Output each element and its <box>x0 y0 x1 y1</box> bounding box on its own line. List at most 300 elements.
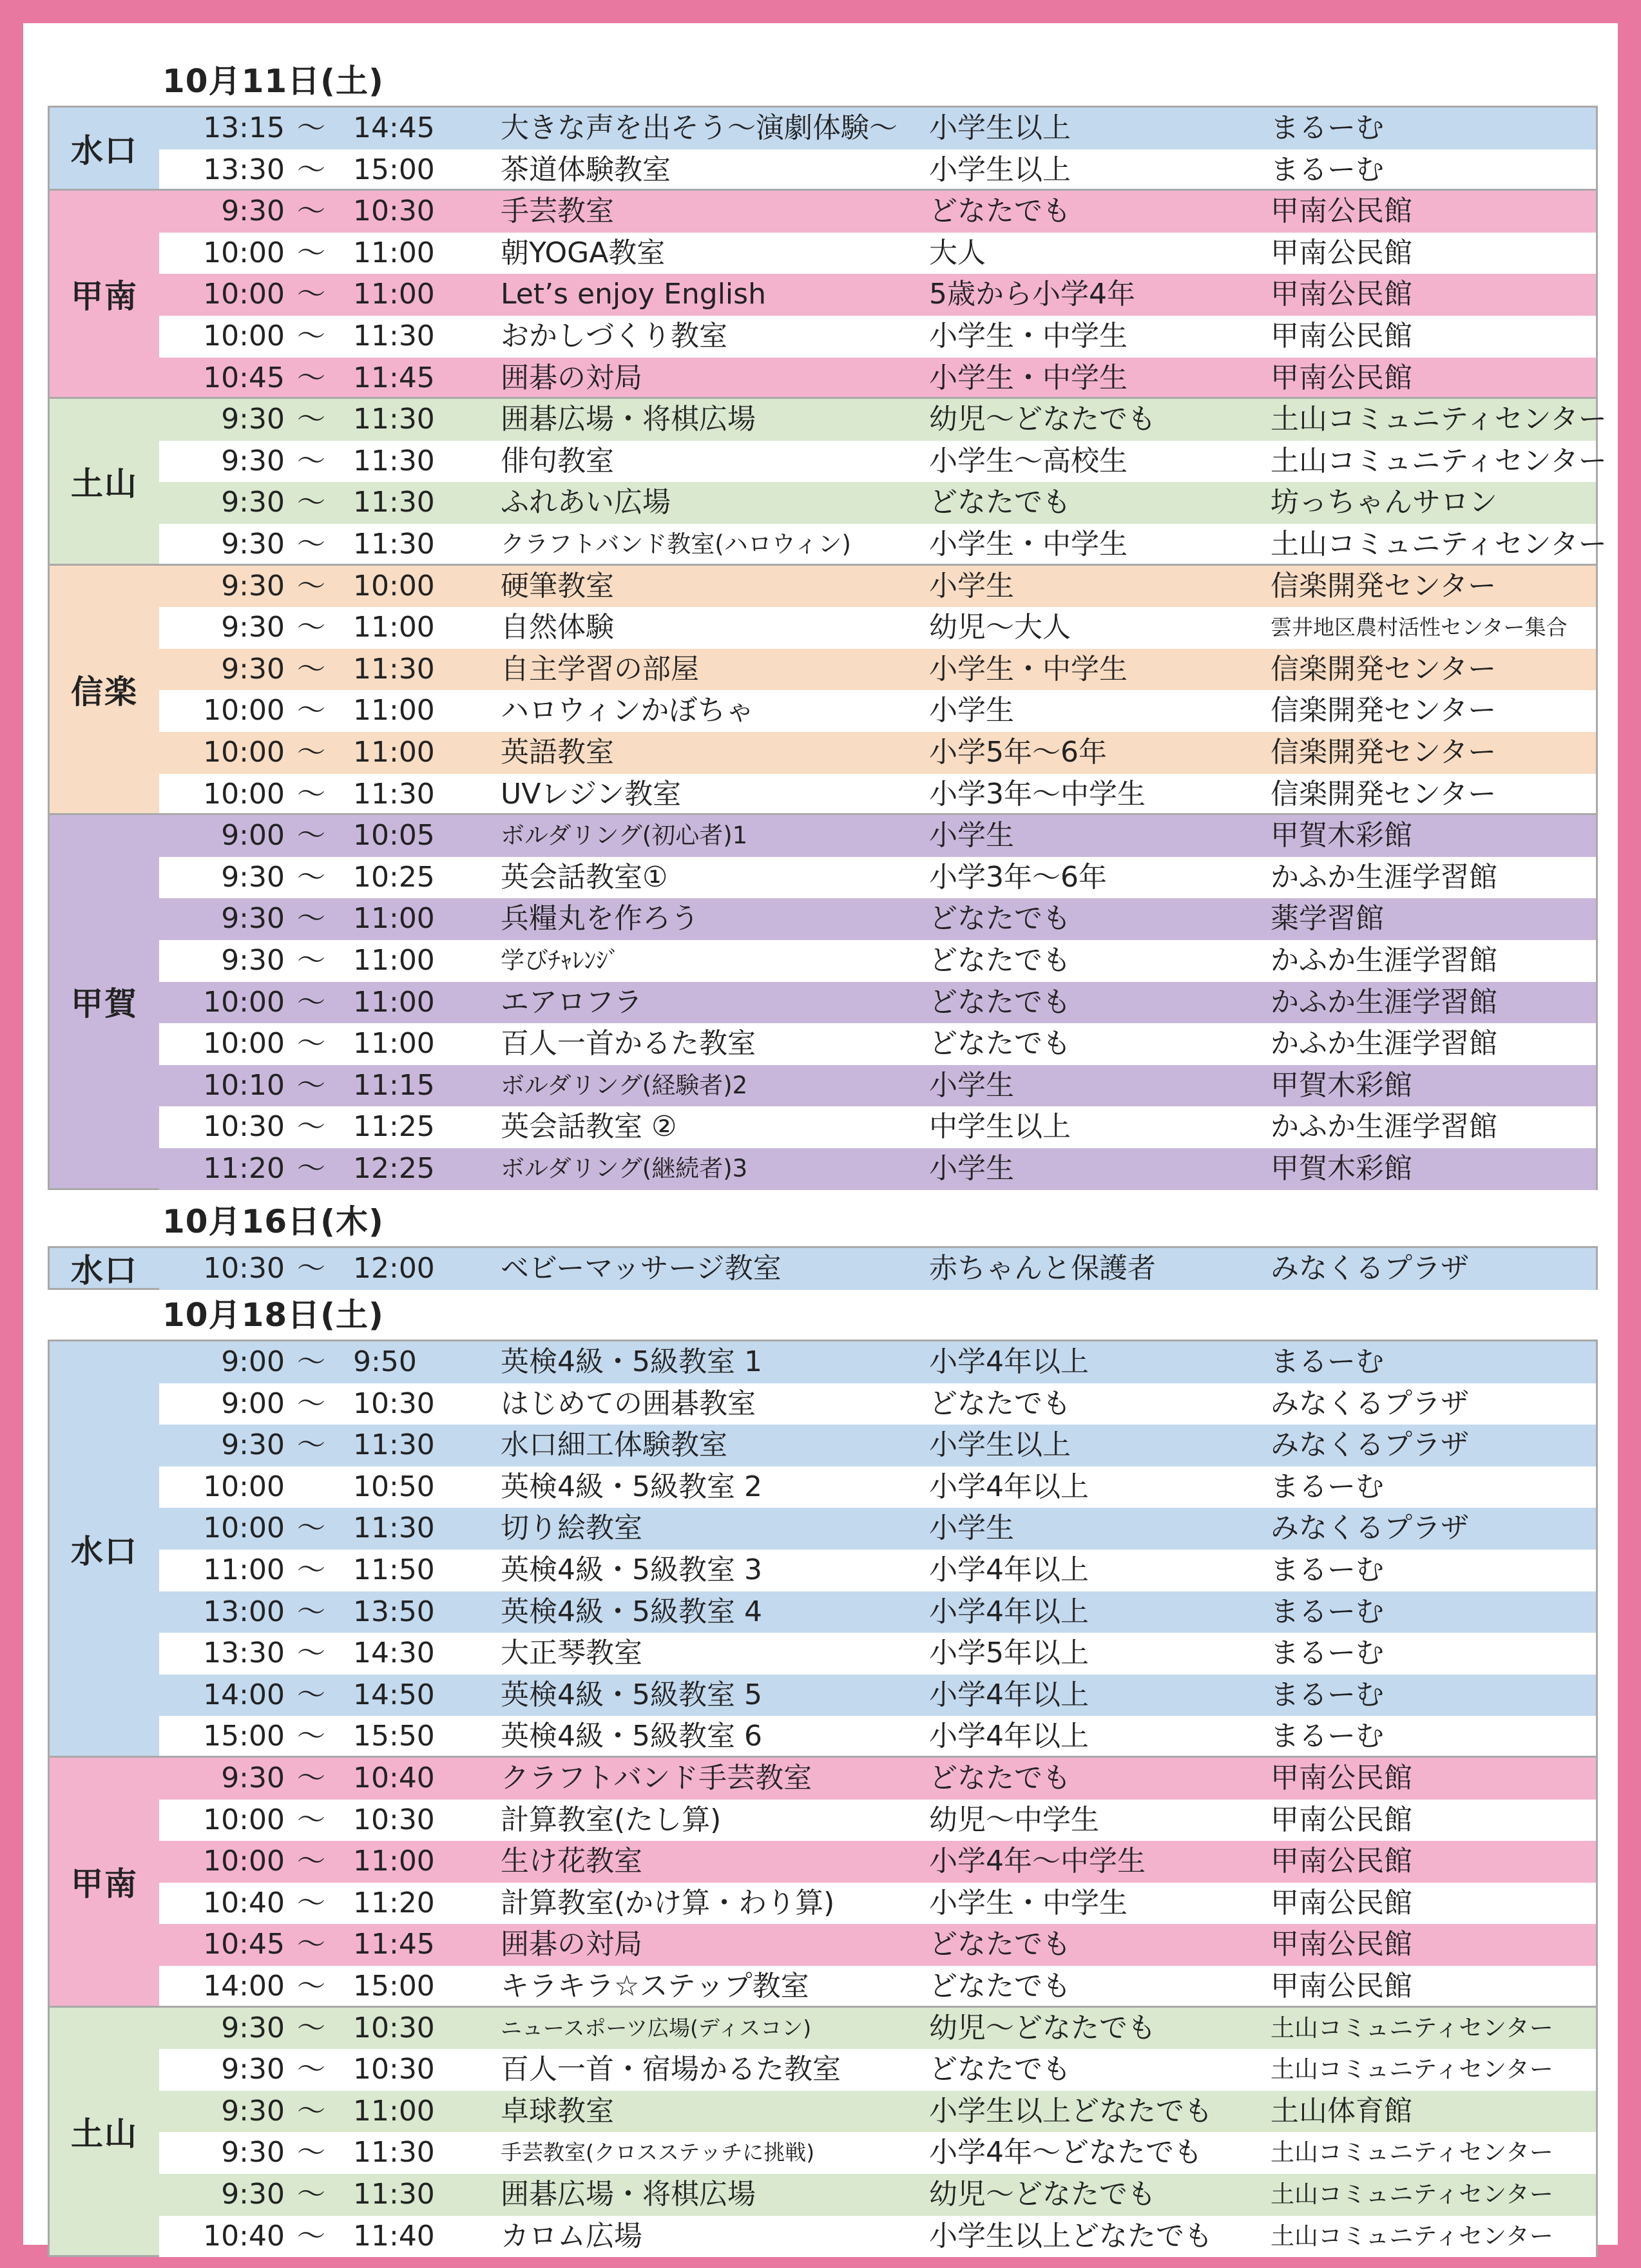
row-place: まるーむ <box>1271 1595 1384 1628</box>
row-end: 14:50 <box>353 1678 435 1711</box>
row-start: 10:00 <box>203 1803 285 1836</box>
row-place: 雲井地区農村活性センター集合 <box>1271 615 1568 640</box>
row-start: 11:00 <box>203 1553 285 1586</box>
row-start: 9:30 <box>221 1762 285 1794</box>
row-place: まるーむ <box>1271 111 1384 144</box>
row-place: 甲南公民館 <box>1271 319 1412 352</box>
schedule-row <box>159 1248 1596 1290</box>
row-place: 信楽開発センター <box>1271 735 1497 769</box>
row-start: 9:30 <box>221 444 285 477</box>
area-block <box>48 813 1598 1189</box>
row-target: 小学生・中学生 <box>929 652 1128 686</box>
row-place: 信楽開発センター <box>1271 777 1497 811</box>
row-end: 14:45 <box>353 111 435 144</box>
row-event: 兵糧丸を作ろう <box>501 902 699 936</box>
row-end: 11:00 <box>353 1845 435 1878</box>
row-event: 手芸教室 <box>501 195 614 228</box>
schedule-row <box>159 441 1607 483</box>
row-tilde: 〜 <box>297 1151 325 1185</box>
row-end: 11:40 <box>353 2219 435 2253</box>
row-place: かふか生涯学習館 <box>1271 985 1497 1019</box>
row-event: キラキラ☆ステップ教室 <box>501 1969 809 2003</box>
row-start: 9:30 <box>221 902 285 936</box>
row-target: 小学5年以上 <box>929 1637 1089 1670</box>
row-place: 土山コミュニティセンター <box>1271 2055 1553 2084</box>
row-target: 小学4年以上 <box>929 1553 1089 1586</box>
row-target: 幼児〜大人 <box>929 611 1071 644</box>
schedule-row <box>159 2049 1596 2091</box>
row-event: 大正琴教室 <box>501 1637 642 1670</box>
row-target: 5歳から小学4年 <box>929 278 1135 311</box>
schedule-row <box>159 1675 1596 1716</box>
row-tilde: 〜 <box>297 1512 325 1545</box>
row-start: 9:30 <box>221 860 285 894</box>
schedule-row <box>159 1065 1596 1107</box>
row-end: 14:30 <box>353 1637 435 1670</box>
row-start: 9:30 <box>221 652 285 686</box>
row-start: 10:00 <box>203 1027 285 1061</box>
area-block <box>48 397 1607 565</box>
row-tilde: 〜 <box>297 902 325 936</box>
row-tilde: 〜 <box>297 1720 325 1753</box>
schedule-row <box>159 1883 1596 1925</box>
row-target: どなたでも <box>929 902 1071 936</box>
row-start: 10:45 <box>203 361 285 394</box>
row-end: 11:15 <box>353 1068 435 1102</box>
row-end: 10:00 <box>353 569 435 602</box>
row-event: 英会話教室① <box>501 860 668 894</box>
area-block <box>48 189 1598 399</box>
row-end: 11:50 <box>353 1553 435 1586</box>
row-place: 甲南公民館 <box>1271 278 1412 311</box>
area-label: 甲南 <box>50 191 159 397</box>
schedule-row <box>159 649 1596 691</box>
row-end: 11:30 <box>353 2177 435 2211</box>
row-event: 囲碁広場・将棋広場 <box>501 2177 756 2211</box>
row-place: みなくるプラザ <box>1271 1252 1469 1285</box>
schedule-row <box>159 1800 1596 1841</box>
schedule-row <box>159 1508 1596 1550</box>
row-tilde: 〜 <box>297 153 325 186</box>
row-start: 9:00 <box>221 1387 285 1420</box>
row-tilde: 〜 <box>297 943 325 977</box>
row-place: みなくるプラザ <box>1271 1512 1469 1545</box>
row-start: 13:30 <box>203 153 285 186</box>
schedule-row <box>159 191 1596 233</box>
row-target: 小学4年以上 <box>929 1595 1089 1628</box>
row-start: 10:00 <box>203 236 285 269</box>
area-label: 甲賀 <box>50 815 159 1187</box>
row-start: 10:00 <box>203 985 285 1019</box>
row-end: 10:30 <box>353 195 435 228</box>
row-end: 11:00 <box>353 902 435 936</box>
row-target: 小学4年以上 <box>929 1720 1089 1753</box>
row-target: どなたでも <box>929 1928 1071 1961</box>
row-target: 小学生 <box>929 1068 1014 1102</box>
row-tilde: 〜 <box>297 735 325 769</box>
schedule-row <box>159 1924 1596 1966</box>
row-start: 9:00 <box>221 819 285 852</box>
row-start: 9:30 <box>221 2177 285 2211</box>
row-end: 11:25 <box>353 1110 435 1144</box>
row-target: 小学3年〜中学生 <box>929 777 1146 811</box>
row-end: 10:30 <box>353 2011 435 2044</box>
row-end: 10:05 <box>353 819 435 852</box>
schedule-row <box>159 2091 1596 2133</box>
row-event: 朝YOGA教室 <box>501 236 666 269</box>
row-end: 15:00 <box>353 153 435 186</box>
row-target: 小学生以上 <box>929 1428 1071 1462</box>
area-block <box>48 1756 1598 2008</box>
schedule-row <box>159 482 1596 524</box>
row-place: かふか生涯学習館 <box>1271 860 1497 894</box>
row-event: 卓球教室 <box>501 2094 614 2128</box>
row-tilde: 〜 <box>297 111 325 144</box>
row-place: 土山コミュニティセンター <box>1271 2180 1553 2208</box>
row-event: UVレジン教室 <box>501 777 682 811</box>
row-tilde: 〜 <box>297 1637 325 1670</box>
row-tilde: 〜 <box>297 1678 325 1711</box>
row-event: ハロウィンかぼちゃ <box>501 694 754 727</box>
row-place: まるーむ <box>1271 1720 1384 1753</box>
schedule-row <box>159 524 1607 566</box>
row-end: 15:50 <box>353 1720 435 1753</box>
row-tilde: 〜 <box>297 2177 325 2211</box>
row-end: 11:30 <box>353 486 435 519</box>
row-start: 10:00 <box>203 278 285 311</box>
row-end: 11:30 <box>353 2136 435 2169</box>
row-place: 甲南公民館 <box>1271 195 1412 228</box>
row-start: 14:00 <box>203 1969 285 2003</box>
row-start: 9:30 <box>221 527 285 561</box>
row-tilde: 〜 <box>297 985 325 1019</box>
row-place: 甲南公民館 <box>1271 1928 1412 1961</box>
row-place: 土山体育館 <box>1271 2094 1412 2128</box>
row-start: 9:30 <box>221 2136 285 2169</box>
row-event: ふれあい広場 <box>501 486 671 519</box>
row-tilde: 〜 <box>297 1252 325 1285</box>
schedule-row <box>159 1425 1596 1466</box>
row-start: 13:15 <box>203 111 285 144</box>
row-event: クラフトバンド手芸教室 <box>501 1762 812 1794</box>
row-tilde: 〜 <box>297 1027 325 1061</box>
row-place: まるーむ <box>1271 1637 1384 1670</box>
row-start: 10:30 <box>203 1252 285 1285</box>
row-end: 11:00 <box>353 236 435 269</box>
row-start: 9:30 <box>221 943 285 977</box>
row-tilde: 〜 <box>297 319 325 352</box>
row-tilde: 〜 <box>297 652 325 686</box>
row-event: 茶道体験教室 <box>501 153 671 186</box>
row-tilde: 〜 <box>297 2136 325 2169</box>
schedule-row <box>159 1841 1596 1883</box>
row-start: 9:30 <box>221 2094 285 2128</box>
row-target: 小学生・中学生 <box>929 527 1128 561</box>
row-place: 土山コミュニティセンター <box>1271 2013 1553 2042</box>
row-end: 15:00 <box>353 1969 435 2003</box>
row-place: 信楽開発センター <box>1271 569 1497 602</box>
row-target: 小学生以上 <box>929 153 1071 186</box>
row-tilde: 〜 <box>297 569 325 602</box>
row-start: 9:30 <box>221 569 285 602</box>
row-event: 英検4級・5級教室 3 <box>501 1553 762 1586</box>
area-label: 水口 <box>50 1248 159 1288</box>
schedule-row <box>159 732 1596 774</box>
row-target: 小学3年〜6年 <box>929 860 1107 894</box>
row-event: 英検4級・5級教室 1 <box>501 1345 762 1378</box>
row-target: どなたでも <box>929 1969 1071 2003</box>
row-place: 甲南公民館 <box>1271 1886 1412 1919</box>
row-target: 小学4年〜どなたでも <box>929 2136 1202 2169</box>
row-target: 小学4年以上 <box>929 1470 1089 1503</box>
row-target: 小学生 <box>929 819 1014 852</box>
row-end: 11:00 <box>353 943 435 977</box>
row-end: 10:30 <box>353 1803 435 1836</box>
row-tilde: 〜 <box>297 1969 325 2003</box>
schedule-row <box>159 1383 1596 1425</box>
row-tilde: 〜 <box>297 444 325 477</box>
row-end: 11:00 <box>353 2094 435 2128</box>
schedule-row <box>159 1758 1596 1800</box>
schedule-row <box>159 898 1596 940</box>
row-target: 小学生・中学生 <box>929 361 1128 394</box>
row-start: 10:00 <box>203 319 285 352</box>
schedule-row <box>159 1633 1596 1675</box>
row-start: 13:00 <box>203 1595 285 1628</box>
row-end: 11:30 <box>353 527 435 561</box>
row-end: 11:45 <box>353 1928 435 1961</box>
row-end: 10:50 <box>353 1470 435 1503</box>
row-start: 14:00 <box>203 1678 285 1711</box>
area-label: 土山 <box>50 399 159 563</box>
schedule-row <box>159 940 1596 982</box>
row-place: 土山コミュニティセンター <box>1271 2222 1553 2250</box>
row-tilde: 〜 <box>297 694 325 727</box>
row-tilde: 〜 <box>297 1762 325 1794</box>
row-place: 土山コミュニティセンター <box>1271 2138 1553 2167</box>
row-target: 小学4年以上 <box>929 1345 1089 1378</box>
row-target: どなたでも <box>929 943 1071 977</box>
row-end: 13:50 <box>353 1595 435 1628</box>
row-target: どなたでも <box>929 2053 1071 2086</box>
date-heading: 10月16日(木) <box>162 1203 384 1240</box>
row-tilde: 〜 <box>297 1845 325 1878</box>
row-event: 囲碁広場・将棋広場 <box>501 403 756 436</box>
row-end: 10:30 <box>353 1387 435 1420</box>
row-end: 11:00 <box>353 611 435 644</box>
row-start: 13:30 <box>203 1637 285 1670</box>
row-start: 9:30 <box>221 2011 285 2044</box>
row-end: 10:30 <box>353 2053 435 2086</box>
area-block <box>48 106 1598 191</box>
row-place: 甲南公民館 <box>1271 1845 1412 1878</box>
row-target: 小学生・中学生 <box>929 319 1128 352</box>
row-tilde: 〜 <box>297 777 325 811</box>
schedule-row <box>159 1466 1596 1508</box>
row-target: 小学生以上どなたでも <box>929 2094 1213 2128</box>
row-event: おかしづくり教室 <box>501 319 727 352</box>
row-start: 10:40 <box>203 2219 285 2253</box>
row-end: 11:30 <box>353 1428 435 1462</box>
row-tilde: 〜 <box>297 2011 325 2044</box>
row-target: 小学5年〜6年 <box>929 735 1107 769</box>
row-tilde: 〜 <box>297 1345 325 1378</box>
date-heading: 10月18日(土) <box>162 1296 384 1334</box>
row-tilde: 〜 <box>297 2219 325 2253</box>
schedule-row <box>159 690 1596 732</box>
schedule-row <box>159 2008 1596 2050</box>
row-event: ボルダリング(初心者)1 <box>501 822 748 850</box>
schedule-page <box>23 23 1618 2253</box>
row-tilde: 〜 <box>297 195 325 228</box>
date-heading: 10月11日(土) <box>162 62 384 100</box>
row-start: 9:30 <box>221 2053 285 2086</box>
area-label: 水口 <box>50 1341 159 1756</box>
row-target: どなたでも <box>929 1762 1071 1794</box>
row-end: 11:00 <box>353 735 435 769</box>
area-label: 信楽 <box>50 566 159 814</box>
row-target: 小学生 <box>929 1151 1014 1185</box>
schedule-row <box>159 1023 1596 1065</box>
row-event: 自主学習の部屋 <box>501 652 699 686</box>
schedule-row <box>159 233 1596 274</box>
schedule-row <box>159 1591 1596 1633</box>
row-place: かふか生涯学習館 <box>1271 1110 1497 1144</box>
row-place: 甲南公民館 <box>1271 361 1412 394</box>
row-target: どなたでも <box>929 985 1071 1019</box>
row-event: 切り絵教室 <box>501 1512 642 1545</box>
row-event: 自然体験 <box>501 611 614 644</box>
row-tilde: 〜 <box>297 860 325 894</box>
row-tilde: 〜 <box>297 1068 325 1102</box>
row-target: 小学4年以上 <box>929 1678 1089 1711</box>
area-label: 甲南 <box>50 1758 159 2006</box>
row-start: 10:45 <box>203 1928 285 1961</box>
row-target: 幼児〜どなたでも <box>929 2011 1156 2044</box>
row-place: かふか生涯学習館 <box>1271 1027 1497 1061</box>
row-start: 10:00 <box>203 777 285 811</box>
row-place: 甲南公民館 <box>1271 1803 1412 1836</box>
row-start: 9:00 <box>221 1345 285 1378</box>
row-tilde: 〜 <box>297 611 325 644</box>
row-place: 土山コミュニティセンター <box>1271 444 1607 477</box>
schedule-row <box>159 1966 1596 2008</box>
row-event: 百人一首・宿場かるた教室 <box>501 2053 841 2086</box>
row-tilde: 〜 <box>297 2094 325 2128</box>
row-event: カロム広場 <box>501 2219 642 2253</box>
row-tilde: 〜 <box>297 1387 325 1420</box>
row-event: ニュースポーツ広場(ディスコン) <box>501 2015 812 2041</box>
row-tilde: 〜 <box>297 527 325 561</box>
area-block <box>48 1246 1598 1290</box>
schedule-row <box>159 982 1596 1024</box>
row-event: 百人一首かるた教室 <box>501 1027 756 1061</box>
row-target: 大人 <box>929 236 986 269</box>
row-tilde: 〜 <box>297 1110 325 1144</box>
row-start: 9:30 <box>221 195 285 228</box>
row-tilde: 〜 <box>297 819 325 852</box>
row-tilde: 〜 <box>297 1803 325 1836</box>
row-target: 小学生以上 <box>929 111 1071 144</box>
row-event: 英語教室 <box>501 735 614 769</box>
schedule-row <box>159 274 1596 316</box>
area-block <box>48 2006 1598 2258</box>
row-event: エアロフラ <box>501 985 642 1019</box>
row-place: 坊っちゃんサロン <box>1271 486 1497 519</box>
row-target: 小学生以上どなたでも <box>929 2219 1213 2253</box>
row-tilde: 〜 <box>297 2053 325 2086</box>
row-place: まるーむ <box>1271 1553 1384 1586</box>
row-start: 9:30 <box>221 486 285 519</box>
row-target: 赤ちゃんと保護者 <box>929 1252 1156 1285</box>
area-label: 土山 <box>50 2008 159 2256</box>
row-start: 9:30 <box>221 1428 285 1462</box>
row-event: 囲碁の対局 <box>501 1928 642 1961</box>
row-target: どなたでも <box>929 486 1071 519</box>
row-end: 9:50 <box>353 1345 417 1378</box>
schedule-row <box>159 1550 1596 1591</box>
schedule-row <box>159 108 1596 149</box>
row-place: 甲南公民館 <box>1271 1969 1412 2003</box>
row-target: 小学生・中学生 <box>929 1886 1128 1919</box>
row-place: みなくるプラザ <box>1271 1387 1469 1420</box>
row-event: 計算教室(かけ算・わり算) <box>501 1886 835 1919</box>
row-start: 10:30 <box>203 1110 285 1144</box>
row-event: 英検4級・5級教室 6 <box>501 1720 762 1753</box>
row-end: 11:00 <box>353 278 435 311</box>
row-event: 英会話教室 ② <box>501 1110 677 1144</box>
row-event: 俳句教室 <box>501 444 614 477</box>
row-event: はじめての囲碁教室 <box>501 1387 756 1420</box>
row-tilde: 〜 <box>297 1553 325 1586</box>
row-target: どなたでも <box>929 1027 1071 1061</box>
row-place: まるーむ <box>1271 1678 1384 1711</box>
row-place: 甲賀木彩館 <box>1271 1068 1412 1102</box>
row-event: 計算教室(たし算) <box>501 1803 722 1836</box>
row-tilde: 〜 <box>297 403 325 436</box>
row-end: 11:30 <box>353 652 435 686</box>
row-event: 手芸教室(クロスステッチに挑戦) <box>501 2140 815 2166</box>
schedule-row <box>159 566 1596 608</box>
row-place: 薬学習館 <box>1271 902 1384 936</box>
row-event: Let’s enjoy English <box>501 278 766 311</box>
row-end: 11:00 <box>353 694 435 727</box>
row-start: 10:00 <box>203 735 285 769</box>
row-target: 小学生 <box>929 569 1014 602</box>
row-end: 11:30 <box>353 777 435 811</box>
row-event: 英検4級・5級教室 2 <box>501 1470 762 1503</box>
row-tilde: 〜 <box>297 1928 325 1961</box>
row-event: クラフトバンド教室(ハロウィン) <box>501 530 851 558</box>
row-event: ベビーマッサージ教室 <box>501 1252 782 1285</box>
row-start: 15:00 <box>203 1720 285 1753</box>
row-event: 硬筆教室 <box>501 569 614 602</box>
row-place: まるーむ <box>1271 1345 1384 1378</box>
row-end: 11:30 <box>353 1512 435 1545</box>
row-event: 英検4級・5級教室 4 <box>501 1595 762 1628</box>
row-event: 水口細工体験教室 <box>501 1428 727 1462</box>
schedule-row <box>159 2132 1596 2174</box>
row-event: 大きな声を出そう〜演劇体験〜 <box>501 111 897 144</box>
schedule-row <box>159 1148 1596 1190</box>
row-tilde: 〜 <box>297 361 325 394</box>
row-event: 学びﾁｬﾚﾝｼﾞ <box>501 946 620 974</box>
row-tilde: 〜 <box>297 236 325 269</box>
schedule-row <box>159 316 1596 358</box>
row-place: まるーむ <box>1271 1470 1384 1503</box>
row-start: 10:00 <box>203 1512 285 1545</box>
schedule-row <box>159 1341 1596 1383</box>
